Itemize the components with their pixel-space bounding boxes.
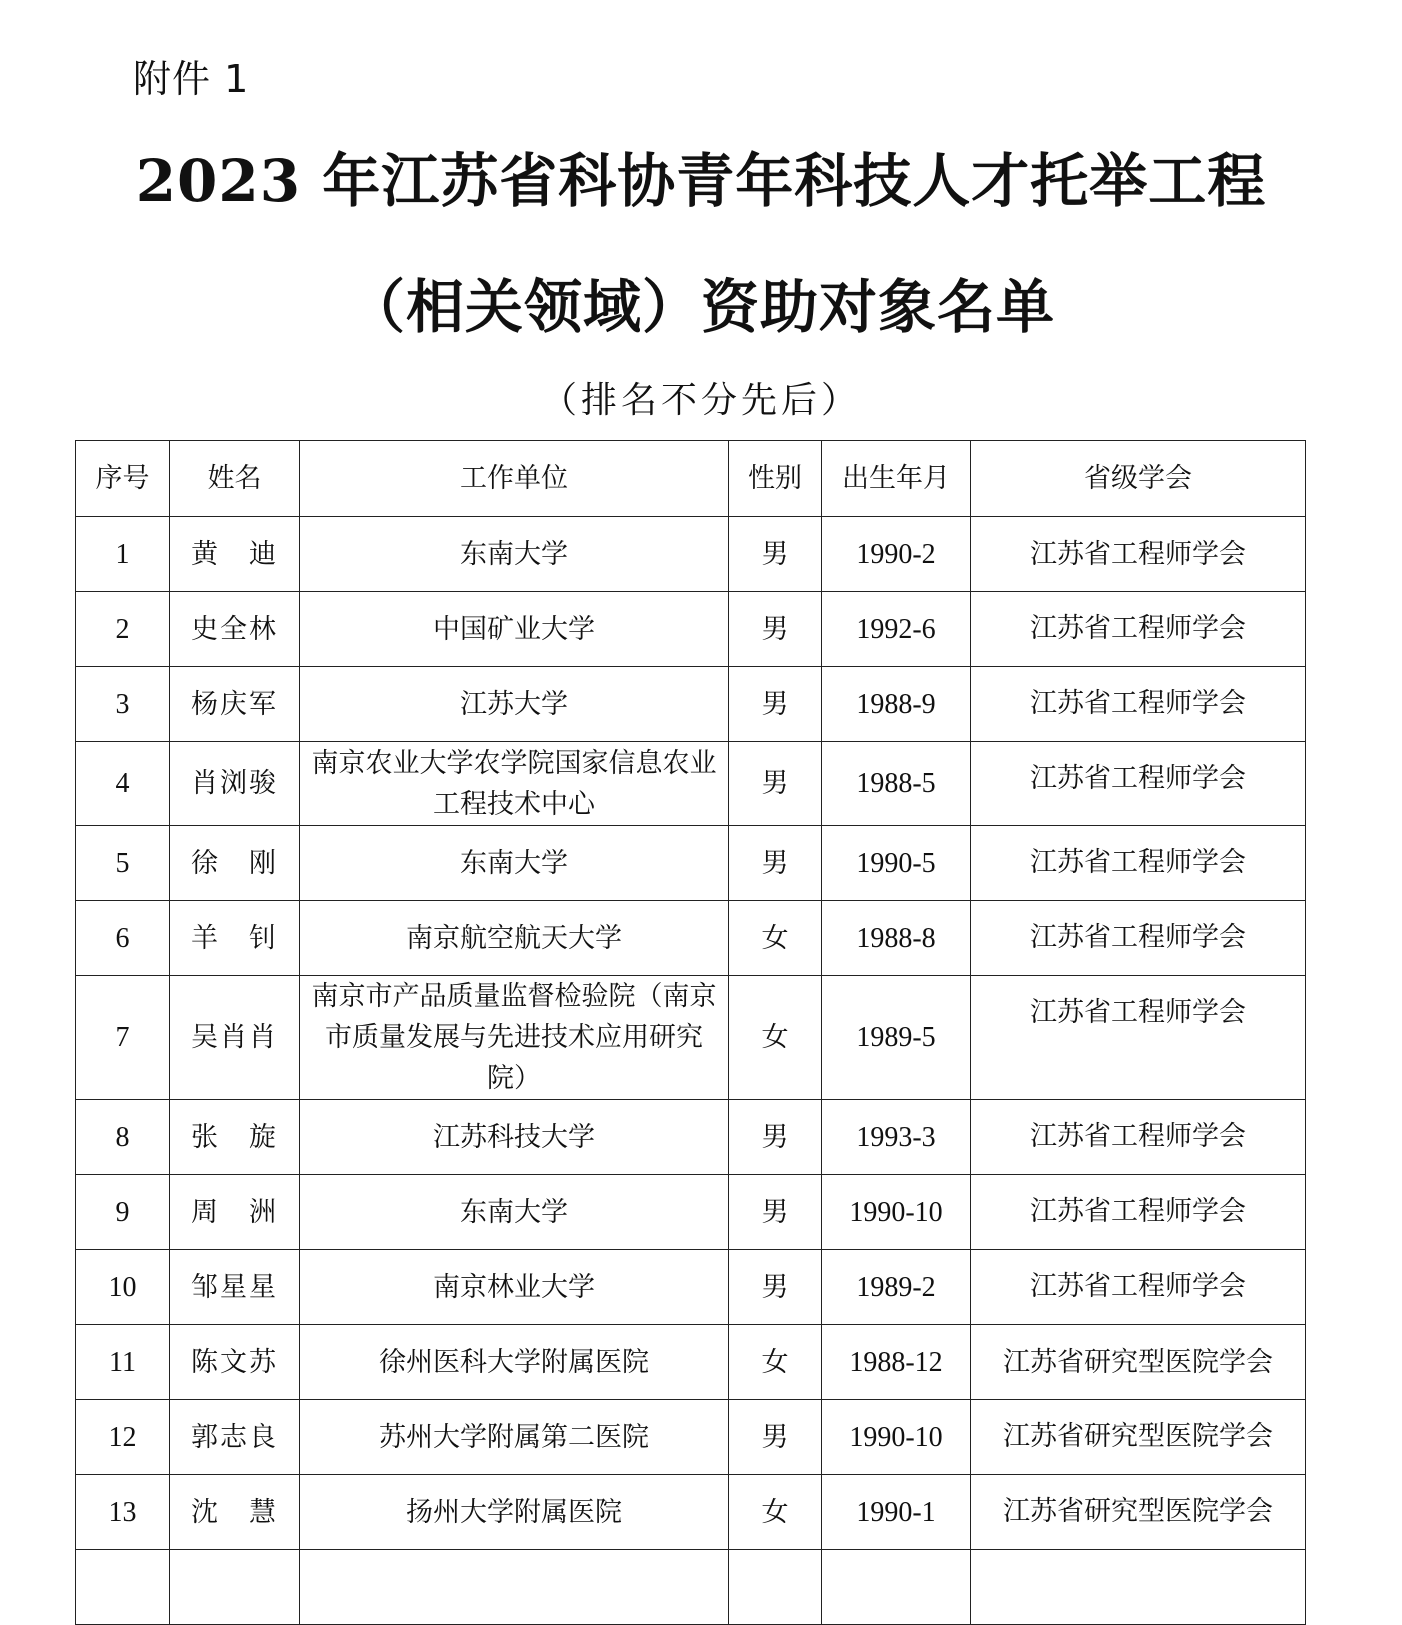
cell-birth: 1990-10: [822, 1175, 971, 1250]
header-index: 序号: [76, 441, 170, 517]
table-row: [76, 1475, 1306, 1550]
cell-society: 江苏省工程师学会: [971, 1175, 1306, 1250]
cell-gender: 男: [729, 742, 822, 826]
cell-name: 周 洲: [170, 1175, 300, 1250]
cell-unit: 徐州医科大学附属医院: [300, 1325, 729, 1400]
cell-society: 江苏省工程师学会: [971, 742, 1306, 826]
header-birth: 出生年月: [822, 441, 971, 517]
cell-name: 羊 钊: [170, 901, 300, 976]
cell-birth: 1988-9: [822, 667, 971, 742]
cell-birth: 1993-3: [822, 1100, 971, 1175]
cell-index: 1: [76, 517, 170, 592]
header-gender: 性别: [729, 441, 822, 517]
cell-unit: 南京航空航天大学: [300, 901, 729, 976]
cell-unit: 南京市产品质量监督检验院（南京市质量发展与先进技术应用研究院）: [300, 976, 729, 1100]
cell-name: 邹星星: [170, 1250, 300, 1325]
cell-society: 江苏省工程师学会: [971, 826, 1306, 901]
table-row: [76, 976, 1306, 1100]
cell-empty: [170, 1550, 300, 1625]
cell-unit: 扬州大学附属医院: [300, 1475, 729, 1550]
cell-birth: 1990-10: [822, 1400, 971, 1475]
cell-index: 13: [76, 1475, 170, 1550]
cell-unit: 江苏科技大学: [300, 1100, 729, 1175]
cell-society: 江苏省工程师学会: [971, 976, 1306, 1100]
table-row: [76, 901, 1306, 976]
header-unit: 工作单位: [300, 441, 729, 517]
recipients-table: [75, 440, 1306, 1625]
cell-index: 4: [76, 742, 170, 826]
cell-society: 江苏省研究型医院学会: [971, 1400, 1306, 1475]
cell-birth: 1989-5: [822, 976, 971, 1100]
cell-gender: 男: [729, 592, 822, 667]
header-name: 姓名: [170, 441, 300, 517]
cell-unit: 中国矿业大学: [300, 592, 729, 667]
cell-gender: 女: [729, 976, 822, 1100]
cell-name: 肖浏骏: [170, 742, 300, 826]
cell-index: 3: [76, 667, 170, 742]
cell-unit: 东南大学: [300, 1175, 729, 1250]
cell-unit: 南京林业大学: [300, 1250, 729, 1325]
cell-society: 江苏省工程师学会: [971, 517, 1306, 592]
cell-name: 徐 刚: [170, 826, 300, 901]
cell-name: 沈 慧: [170, 1475, 300, 1550]
document-title-line2: （相关领域）资助对象名单: [346, 273, 1055, 341]
cell-birth: 1990-2: [822, 517, 971, 592]
cell-society: 江苏省研究型医院学会: [971, 1325, 1306, 1400]
cell-empty: [300, 1550, 729, 1625]
table-row: [76, 667, 1306, 742]
cell-name: 张 旋: [170, 1100, 300, 1175]
cell-birth: 1992-6: [822, 592, 971, 667]
cell-index: 7: [76, 976, 170, 1100]
cell-gender: 男: [729, 1400, 822, 1475]
document-subtitle: （排名不分先后）: [540, 380, 861, 421]
cell-empty: [822, 1550, 971, 1625]
cell-unit: 东南大学: [300, 517, 729, 592]
cell-gender: 男: [729, 1100, 822, 1175]
cell-unit: 南京农业大学农学院国家信息农业工程技术中心: [300, 742, 729, 826]
cell-name: 史全林: [170, 592, 300, 667]
cell-gender: 男: [729, 517, 822, 592]
cell-society: 江苏省工程师学会: [971, 592, 1306, 667]
cell-name: 陈文苏: [170, 1325, 300, 1400]
cell-society: 江苏省工程师学会: [971, 1100, 1306, 1175]
cell-society: 江苏省工程师学会: [971, 1250, 1306, 1325]
table-row: [76, 1325, 1306, 1400]
cell-society: 江苏省研究型医院学会: [971, 1475, 1306, 1550]
cell-unit: 江苏大学: [300, 667, 729, 742]
cell-gender: 男: [729, 1175, 822, 1250]
cell-gender: 女: [729, 901, 822, 976]
table-row: [76, 1250, 1306, 1325]
cell-index: 6: [76, 901, 170, 976]
cell-empty: [729, 1550, 822, 1625]
cell-name: 黄 迪: [170, 517, 300, 592]
cell-birth: 1990-5: [822, 826, 971, 901]
cell-gender: 男: [729, 826, 822, 901]
table-row: [76, 1100, 1306, 1175]
cell-gender: 男: [729, 1250, 822, 1325]
cell-gender: 女: [729, 1325, 822, 1400]
cell-society: 江苏省工程师学会: [971, 667, 1306, 742]
cell-unit: 苏州大学附属第二医院: [300, 1400, 729, 1475]
cell-empty: [76, 1550, 170, 1625]
cell-birth: 1988-12: [822, 1325, 971, 1400]
table-row: [76, 592, 1306, 667]
cell-unit: 东南大学: [300, 826, 729, 901]
cell-index: 5: [76, 826, 170, 901]
cell-index: 8: [76, 1100, 170, 1175]
cell-birth: 1990-1: [822, 1475, 971, 1550]
cell-birth: 1988-5: [822, 742, 971, 826]
attachment-label: 附件 1: [133, 57, 250, 101]
table-row: [76, 1400, 1306, 1475]
cell-gender: 男: [729, 667, 822, 742]
cell-name: 郭志良: [170, 1400, 300, 1475]
table-row-partial: [76, 1550, 1306, 1625]
table-row: [76, 742, 1306, 826]
cell-gender: 女: [729, 1475, 822, 1550]
cell-empty: [971, 1550, 1306, 1625]
cell-index: 2: [76, 592, 170, 667]
cell-name: 杨庆军: [170, 667, 300, 742]
header-society: 省级学会: [971, 441, 1306, 517]
cell-birth: 1989-2: [822, 1250, 971, 1325]
table-row: [76, 826, 1306, 901]
cell-name: 吴肖肖: [170, 976, 300, 1100]
cell-index: 9: [76, 1175, 170, 1250]
table-row: [76, 517, 1306, 592]
cell-birth: 1988-8: [822, 901, 971, 976]
document-title-line1: 2023 年江苏省科协青年科技人才托举工程: [135, 147, 1267, 215]
cell-index: 10: [76, 1250, 170, 1325]
table-row: [76, 1175, 1306, 1250]
cell-index: 12: [76, 1400, 170, 1475]
cell-index: 11: [76, 1325, 170, 1400]
cell-society: 江苏省工程师学会: [971, 901, 1306, 976]
